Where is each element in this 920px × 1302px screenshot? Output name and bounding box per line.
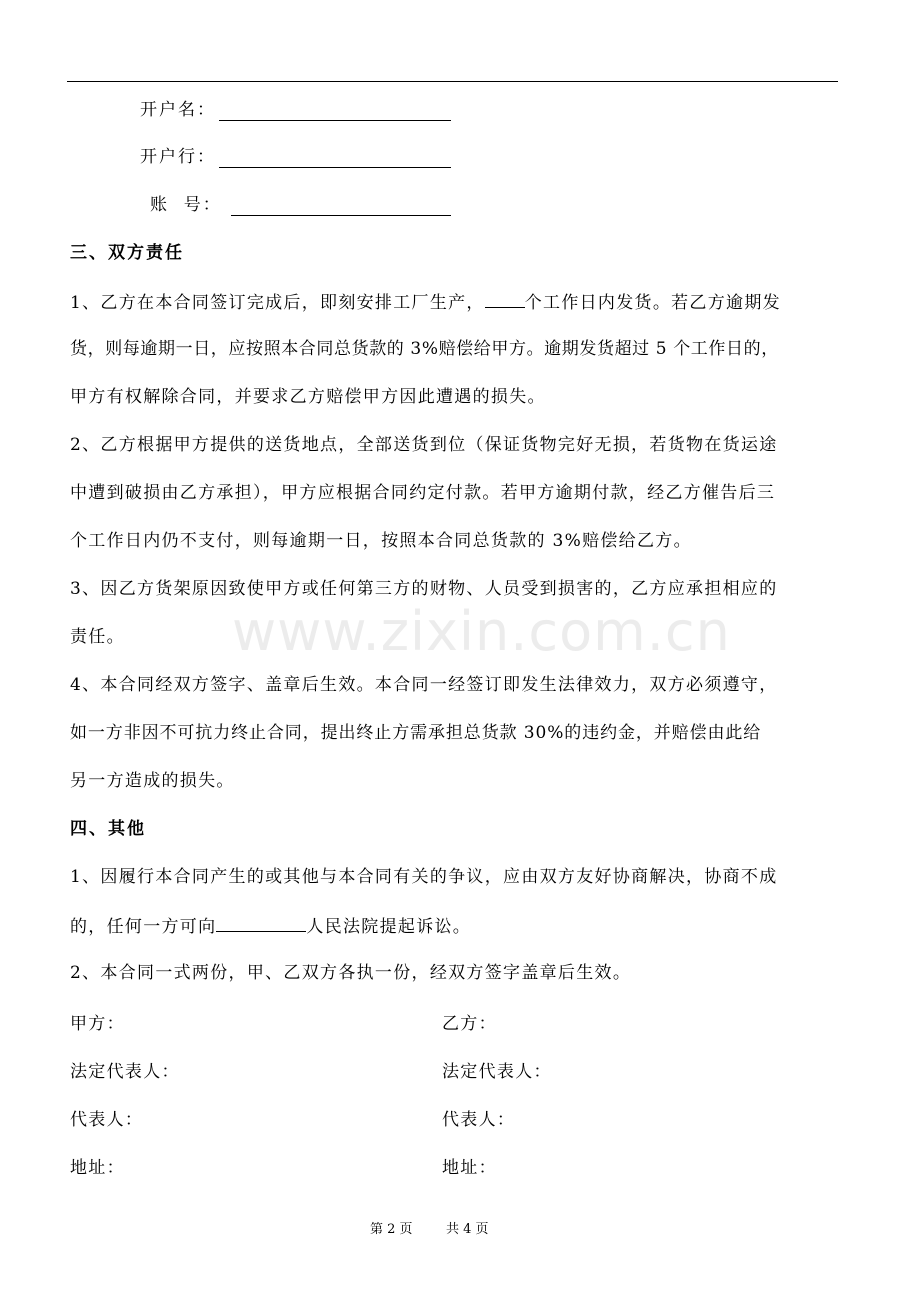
section3-p1-line1-a: 1、乙方在本合同签订完成后，即刻安排工厂生产， [70, 293, 485, 313]
party-b-legal-rep-label: 法定代表人： [442, 1062, 552, 1082]
delivery-days-blank [485, 289, 525, 308]
section4-p1-line2 [70, 913, 850, 939]
account-name-blank [219, 98, 451, 121]
account-name-label: 开户名： [140, 100, 216, 120]
section4-p2-line1: 2、本合同一式两份，甲、乙双方各执一份，经双方签字盖章后生效。 [70, 963, 632, 983]
section3-heading: 三、双方责任 [70, 243, 184, 263]
party-a-label: 甲方： [70, 1014, 125, 1034]
party-b-rep-label: 代表人： [442, 1110, 516, 1130]
section4-p1-line1: 1、因履行本合同产生的或其他与本合同有关的争议，应由双方友好协商解决，协商不成 [70, 867, 778, 887]
header-rule [67, 81, 838, 82]
account-name-row [140, 98, 216, 124]
court-blank [216, 913, 306, 932]
account-number-label: 账 号： [150, 195, 222, 215]
section3-p2-line3: 个工作日内仍不支付，则每逾期一日，按照本合同总货款的 3%赔偿给乙方。 [70, 531, 692, 551]
footer-total-pages: 共 4 页 [446, 1222, 489, 1237]
section4-p1-line2-a: 的，任何一方可向 [70, 917, 217, 937]
section3-p2-line2: 中遭到破损由乙方承担），甲方应根据合同约定付款。若甲方逾期付款，经乙方催告后三 [70, 483, 776, 503]
section3-p4-line2: 如一方非因不可抗力终止合同，提出终止方需承担总货款 30%的违约金，并赔偿由此给 [70, 723, 762, 743]
section3-p4-line1: 4、本合同经双方签字、盖章后生效。本合同一经签订即发生法律效力，双方必须遵守， [70, 675, 778, 695]
account-bank-blank [219, 145, 451, 168]
party-a-rep-label: 代表人： [70, 1110, 144, 1130]
section3-p1-line3: 甲方有权解除合同，并要求乙方赔偿甲方因此遭遇的损失。 [70, 387, 546, 407]
section3-p3-line2: 责任。 [70, 627, 125, 647]
section3-p2-line1: 2、乙方根据甲方提供的送货地点，全部送货到位（保证货物完好无损，若货物在货运途 [70, 435, 778, 455]
section3-p1-line2: 货，则每逾期一日，应按照本合同总货款的 3%赔偿给甲方。逾期发货超过 5 个工作日的， [70, 339, 779, 359]
section4-p1-line2-b: 人民法院提起诉讼。 [306, 917, 472, 937]
party-a-legal-rep-label: 法定代表人： [70, 1062, 180, 1082]
account-bank-label: 开户行： [140, 147, 216, 167]
section3-p4-line3: 另一方造成的损失。 [70, 771, 235, 791]
footer-page-number: 第 2 页 [370, 1222, 413, 1237]
section3-p3-line1: 3、因乙方货架原因致使甲方或任何第三方的财物、人员受到损害的，乙方应承担相应的 [70, 579, 778, 599]
section3-p1-line1-b: 个工作日内发货。若乙方逾期发 [524, 293, 781, 313]
account-bank-row [140, 145, 216, 171]
account-number-blank [231, 193, 451, 216]
party-a-address-label: 地址： [70, 1158, 125, 1178]
section4-heading: 四、其他 [70, 819, 146, 839]
watermark: www.zixin.com.cn [232, 600, 731, 663]
party-b-label: 乙方： [442, 1014, 497, 1034]
party-b-address-label: 地址： [442, 1158, 497, 1178]
section3-p1-line1 [70, 289, 850, 315]
account-number-row [140, 193, 222, 219]
